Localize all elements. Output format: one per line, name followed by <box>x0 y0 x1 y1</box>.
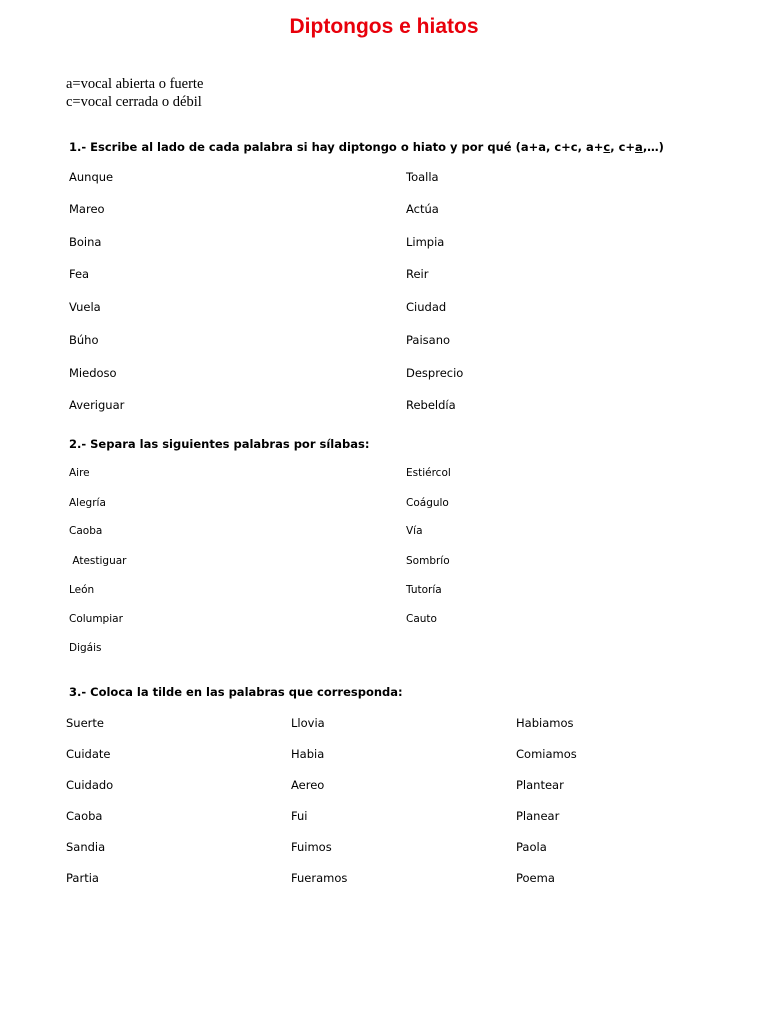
section-1-word: Limpia <box>406 235 445 249</box>
page-title: Diptongos e hiatos <box>289 15 479 38</box>
section-2-word: Columpiar <box>69 613 123 625</box>
legend-closed-vowel: c=vocal cerrada o débil <box>66 94 202 110</box>
section-3-word: Aereo <box>291 778 325 792</box>
instruction-underlined: c <box>603 140 611 154</box>
section-3-word: Llovia <box>291 716 325 730</box>
section-1-word: Fea <box>69 267 90 281</box>
instruction-text: 1.- Escribe al lado de cada palabra si hay diptongo o hiato y por qué (a+a, c+c, a+ <box>69 140 604 154</box>
section-2-word: Vía <box>406 525 423 537</box>
section-1-word: Rebeldía <box>406 398 456 412</box>
section-3-word: Habiamos <box>516 716 574 730</box>
section-3-word: Plantear <box>516 778 564 792</box>
section-3-word: Partia <box>66 871 99 885</box>
instruction-text: , c+ <box>610 140 636 154</box>
section-1-word: Toalla <box>406 170 439 184</box>
section-3-word: Sandia <box>66 840 106 854</box>
section-1-word: Boina <box>69 235 102 249</box>
section-2-word: Aire <box>69 467 90 479</box>
section-2-word: Coágulo <box>406 497 449 509</box>
section-3-word: Paola <box>516 840 547 854</box>
section-3-word: Habia <box>291 747 325 761</box>
section-3-word: Cuidado <box>66 778 114 792</box>
section-3-word: Cuidate <box>66 747 111 761</box>
section-3-word: Comiamos <box>516 747 577 761</box>
section-3-word: Fuimos <box>291 840 332 854</box>
section-1-word: Búho <box>69 333 99 347</box>
legend-open-vowel: a=vocal abierta o fuerte <box>66 76 204 92</box>
section-1-word: Averiguar <box>69 398 125 412</box>
section-1-word: Mareo <box>69 202 105 216</box>
section-1-instruction <box>69 140 664 154</box>
section-1-word: Ciudad <box>406 300 447 314</box>
section-2-word: Atestiguar <box>69 555 127 567</box>
section-2-word: Digáis <box>69 642 102 654</box>
section-1-word: Reir <box>406 267 429 281</box>
section-1-word: Desprecio <box>406 366 464 380</box>
section-2-word: Cauto <box>406 613 437 625</box>
instruction-underlined: a <box>635 140 643 154</box>
section-1-word: Vuela <box>69 300 101 314</box>
section-3-word: Poema <box>516 871 555 885</box>
section-2-word: Estiércol <box>406 467 451 479</box>
section-2-word: Caoba <box>69 525 103 537</box>
section-1-word: Actúa <box>406 202 439 216</box>
section-2-instruction: 2.- Separa las siguientes palabras por sílabas: <box>69 437 370 451</box>
section-1-word: Paisano <box>406 333 451 347</box>
section-3-word: Fui <box>291 809 308 823</box>
section-1-word: Miedoso <box>69 366 117 380</box>
instruction-text: ,…) <box>642 140 664 154</box>
section-3-word: Fueramos <box>291 871 348 885</box>
section-3-word: Planear <box>516 809 560 823</box>
section-2-word: Alegría <box>69 497 106 509</box>
section-2-word: León <box>69 584 95 596</box>
section-1-word: Aunque <box>69 170 114 184</box>
section-2-word: Sombrío <box>406 555 450 567</box>
section-3-instruction: 3.- Coloca la tilde en las palabras que corresponda: <box>69 685 403 699</box>
section-3-word: Suerte <box>66 716 104 730</box>
section-2-word: Tutoría <box>406 584 442 596</box>
section-3-word: Caoba <box>66 809 103 823</box>
